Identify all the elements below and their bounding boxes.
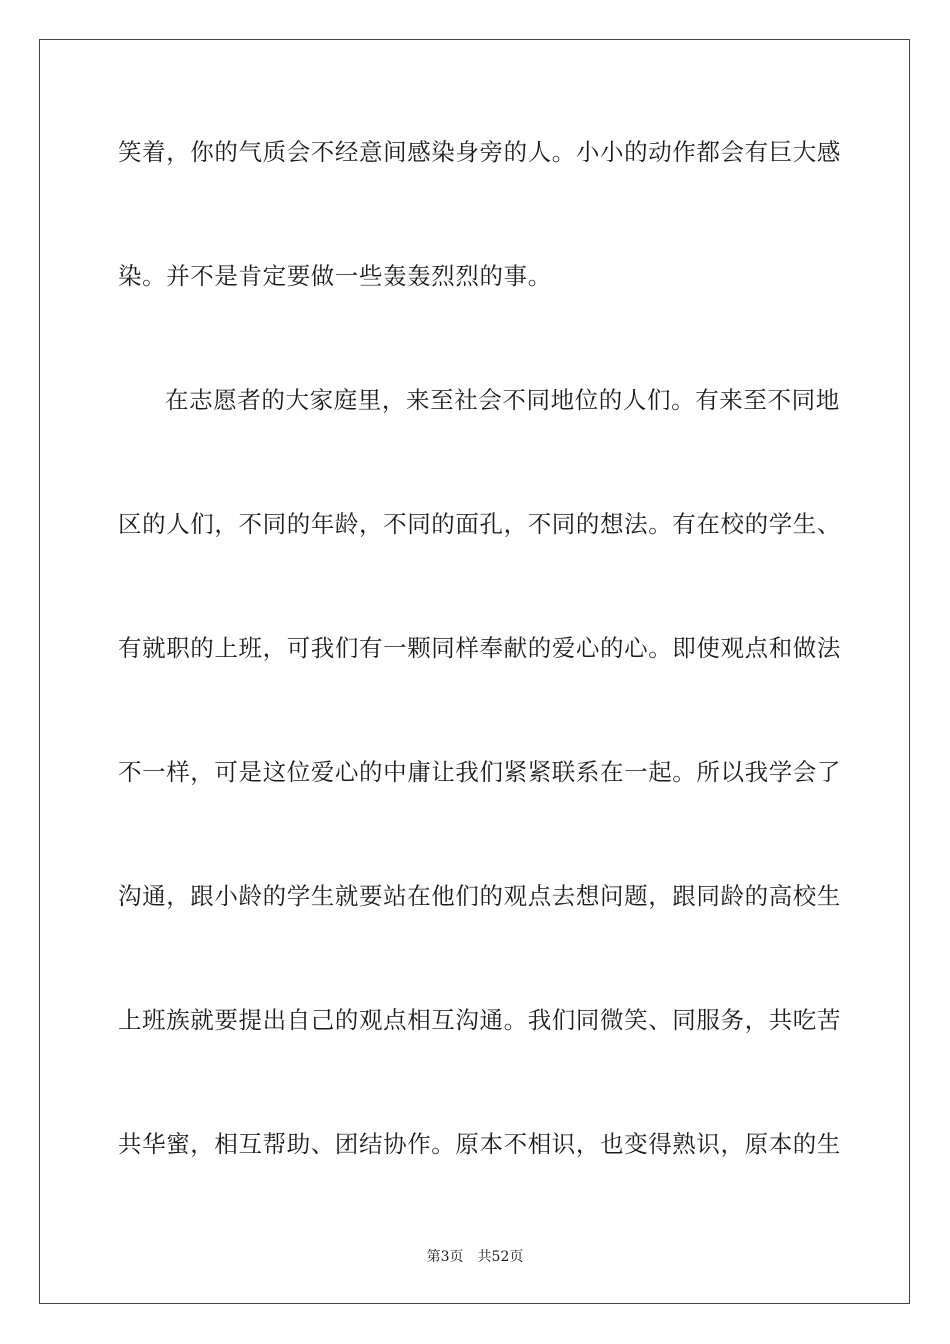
text-line: 有就职的上班，可我们有一颗同样奉献的爱心的心。即使观点和做法	[118, 634, 841, 662]
page-border	[39, 39, 910, 1304]
text-line: 染。并不是肯定要做一些轰轰烈烈的事。	[118, 262, 552, 290]
page-footer	[0, 1248, 950, 1266]
page-number: 第3页	[426, 1249, 464, 1265]
text-line: 区的人们，不同的年龄，不同的面孔，不同的想法。有在校的学生、	[118, 510, 841, 538]
text-line: 不一样，可是这位爱心的中庸让我们紧紧联系在一起。所以我学会了	[118, 758, 841, 786]
text-line: 沟通，跟小龄的学生就要站在他们的观点去想问题，跟同龄的高校生	[118, 882, 841, 910]
total-pages: 共52页	[477, 1249, 524, 1265]
paragraph-first-line: 在志愿者的大家庭里，来至社会不同地位的人们。有来至不同地	[165, 386, 840, 414]
text-line: 上班族就要提出自己的观点相互沟通。我们同微笑、同服务，共吃苦	[118, 1006, 841, 1034]
text-line: 笑着，你的气质会不经意间感染身旁的人。小小的动作都会有巨大感	[118, 138, 841, 166]
text-line: 共华蜜，相互帮助、团结协作。原本不相识，也变得熟识，原本的生	[118, 1130, 841, 1158]
